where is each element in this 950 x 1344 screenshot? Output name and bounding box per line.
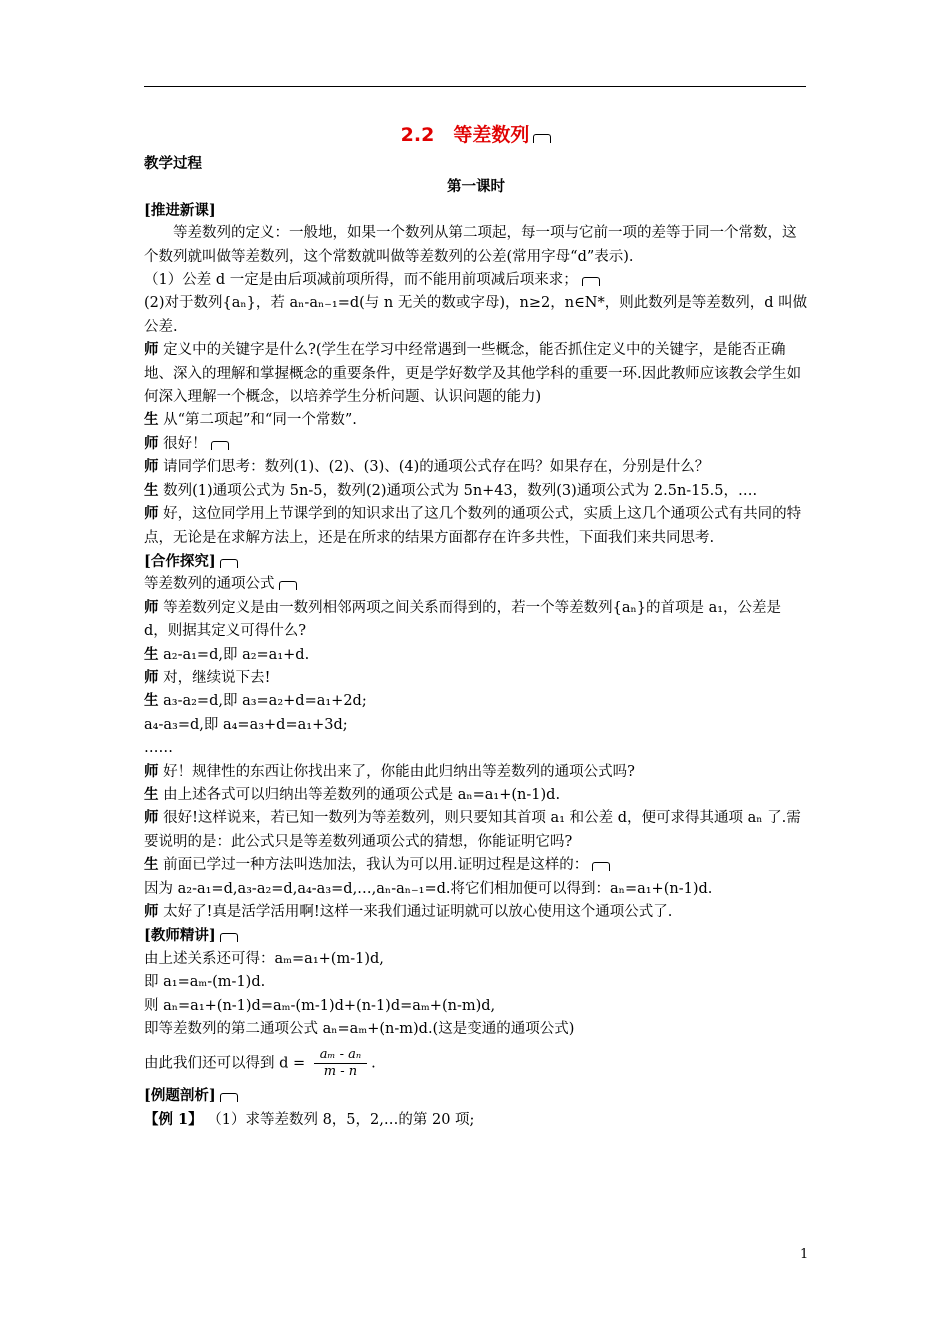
dialogue-line: 生 前面已学过一种方法叫迭加法，我认为可以用.证明过程是这样的： [144, 854, 808, 877]
teacher-line: 由上述关系还可得：aₘ=a₁+(m-1)d, [144, 950, 384, 967]
heading-explore: [合作探究] [144, 550, 808, 573]
dialogue-line: 生 由上述各式可以归纳出等差数列的通项公式是 aₙ=a₁+(n-1)d. [144, 786, 561, 803]
document-title: 2.2 等差数列 [144, 120, 808, 150]
heading-teacher: [教师精讲] [144, 924, 808, 947]
dialogue-line: 师 等差数列定义是由一数列相邻两项之间关系而得到的，若一个等差数列{aₙ}的首项是 a₁，公差是 d，则据其定义可得什么? [144, 599, 782, 640]
dialogue-line: 师 对，继续说下去! [144, 669, 271, 686]
paragraph-mark-icon [592, 862, 610, 871]
dialogue-line: 生 a₃-a₂=d,即 a₃=a₂+d=a₁+2d; [144, 693, 367, 710]
paragraph-mark-icon [220, 559, 238, 568]
section-label: 教学过程 [144, 155, 202, 172]
paragraph-mark-icon [220, 933, 238, 942]
note-1: （1）公差 d 一定是由后项减前项所得，而不能用前项减后项来求； [144, 269, 808, 292]
teacher-line: 即等差数列的第二通项公式 aₙ=aₘ+(n-m)d.(这是变通的通项公式) [144, 1021, 575, 1038]
definition-paragraph: 等差数列的定义：一般地，如果一个数列从第二项起，每一项与它前一项的差等于同一个常数，这个数列就叫做等差数列，这个常数就叫做等差数列的公差(常用字母“d”表示). [144, 225, 797, 265]
dialogue-1 [144, 339, 808, 550]
dialogue-line: 师 很好!这样说来，若已知一数列为等差数列，则只要知其首项 a₁ 和公差 d，便可求得其通项 aₙ 了.需要说明的是：此公式只是等差数列通项公式的猜想，你能证明它吗? [144, 810, 801, 850]
dialogue-line: 师 太好了!真是活学活用啊!这样一来我们通过证明就可以放心使用这个通项公式了. [144, 904, 673, 920]
dialogue-line: 师 好！规律性的东西让你找出来了，你能由此归纳出等差数列的通项公式吗? [144, 763, 635, 780]
document-body [144, 120, 808, 1132]
dialogue-line: 生 数列(1)通项公式为 5n-5，数列(2)通项公式为 5n+43，数列(3)通项公式为 2.5n-15.5，…. [144, 482, 758, 499]
fraction: $\frac{\text{aₘ - aₙ}}{m - n}$ [314, 1047, 367, 1080]
note-2: (2)对于数列{aₙ}，若 aₙ-aₙ₋₁=d(与 n 无关的数或字母)，n≥2，n∈N*，则此数列是等差数列，d 叫做公差. [144, 295, 808, 335]
paragraph-mark-icon [582, 277, 600, 286]
dialogue-line: 因为 a₂-a₁=d,a₃-a₂=d,a₄-a₃=d,…,aₙ-aₙ₋₁=d.将它们相加便可以得到：aₙ=a₁+(n-1)d. [144, 880, 713, 897]
teacher-line: 即 a₁=aₘ-(m-1)d. [144, 974, 266, 991]
dialogue-line: 师 请同学们思考：数列(1)、(2)、(3)、(4)的通项公式存在吗？如果存在，分别是什么？ [144, 459, 710, 476]
dialogue-line: 师 定义中的关键字是什么?(学生在学习中经常遇到一些概念，能否抓住定义中的关键字，是能否正确地、深入的理解和掌握概念的重要条件，更是学好数学及其他学科的重要一环.因此教师应该教会学生如何深入理解一个概念，以培养学生分析问题、认识问题的能力) [144, 342, 802, 406]
heading-example: [例题剖析] [144, 1084, 808, 1107]
dialogue-line: …… [144, 740, 173, 757]
paragraph-mark-icon [220, 1093, 238, 1102]
lesson-label: 第一课时 [447, 178, 505, 196]
dialogue-line: a₄-a₃=d,即 a₄=a₃+d=a₁+3d; [144, 716, 348, 733]
dialogue-line: 生 a₂-a₁=d,即 a₂=a₁+d. [144, 646, 310, 663]
example-1: 【例 1】 （1）求等差数列 8，5，2,…的第 20 项; [144, 1110, 475, 1128]
formula-line: 由此我们还可以得到 d = $\frac{\text{aₘ - aₙ}}{m - n}$ . [144, 1047, 376, 1080]
paragraph-mark-icon [279, 581, 297, 590]
heading-intro: [推进新课] [144, 201, 216, 219]
dialogue-line: 师 好，这位同学用上节课学到的知识求出了这几个数列的通项公式，实质上这几个通项公式有共同的特点，无论是在求解方法上，还是在所求的结果方面都存在许多共性，下面我们来共同思考. [144, 506, 802, 546]
header-rule [144, 86, 806, 87]
dialogue-line: 生 从“第二项起”和“同一个常数”. [144, 412, 357, 429]
dialogue-2 [144, 597, 808, 925]
teacher-line: 则 aₙ=a₁+(n-1)d=aₘ-(m-1)d+(n-1)d=aₘ+(n-m)d, [144, 997, 496, 1014]
explore-subtitle: 等差数列的通项公式 [144, 573, 808, 596]
dialogue-line: 师 很好！ [144, 433, 808, 456]
paragraph-mark-icon [533, 134, 551, 143]
page-number: 1 [800, 1247, 809, 1262]
paragraph-mark-icon [211, 441, 229, 450]
